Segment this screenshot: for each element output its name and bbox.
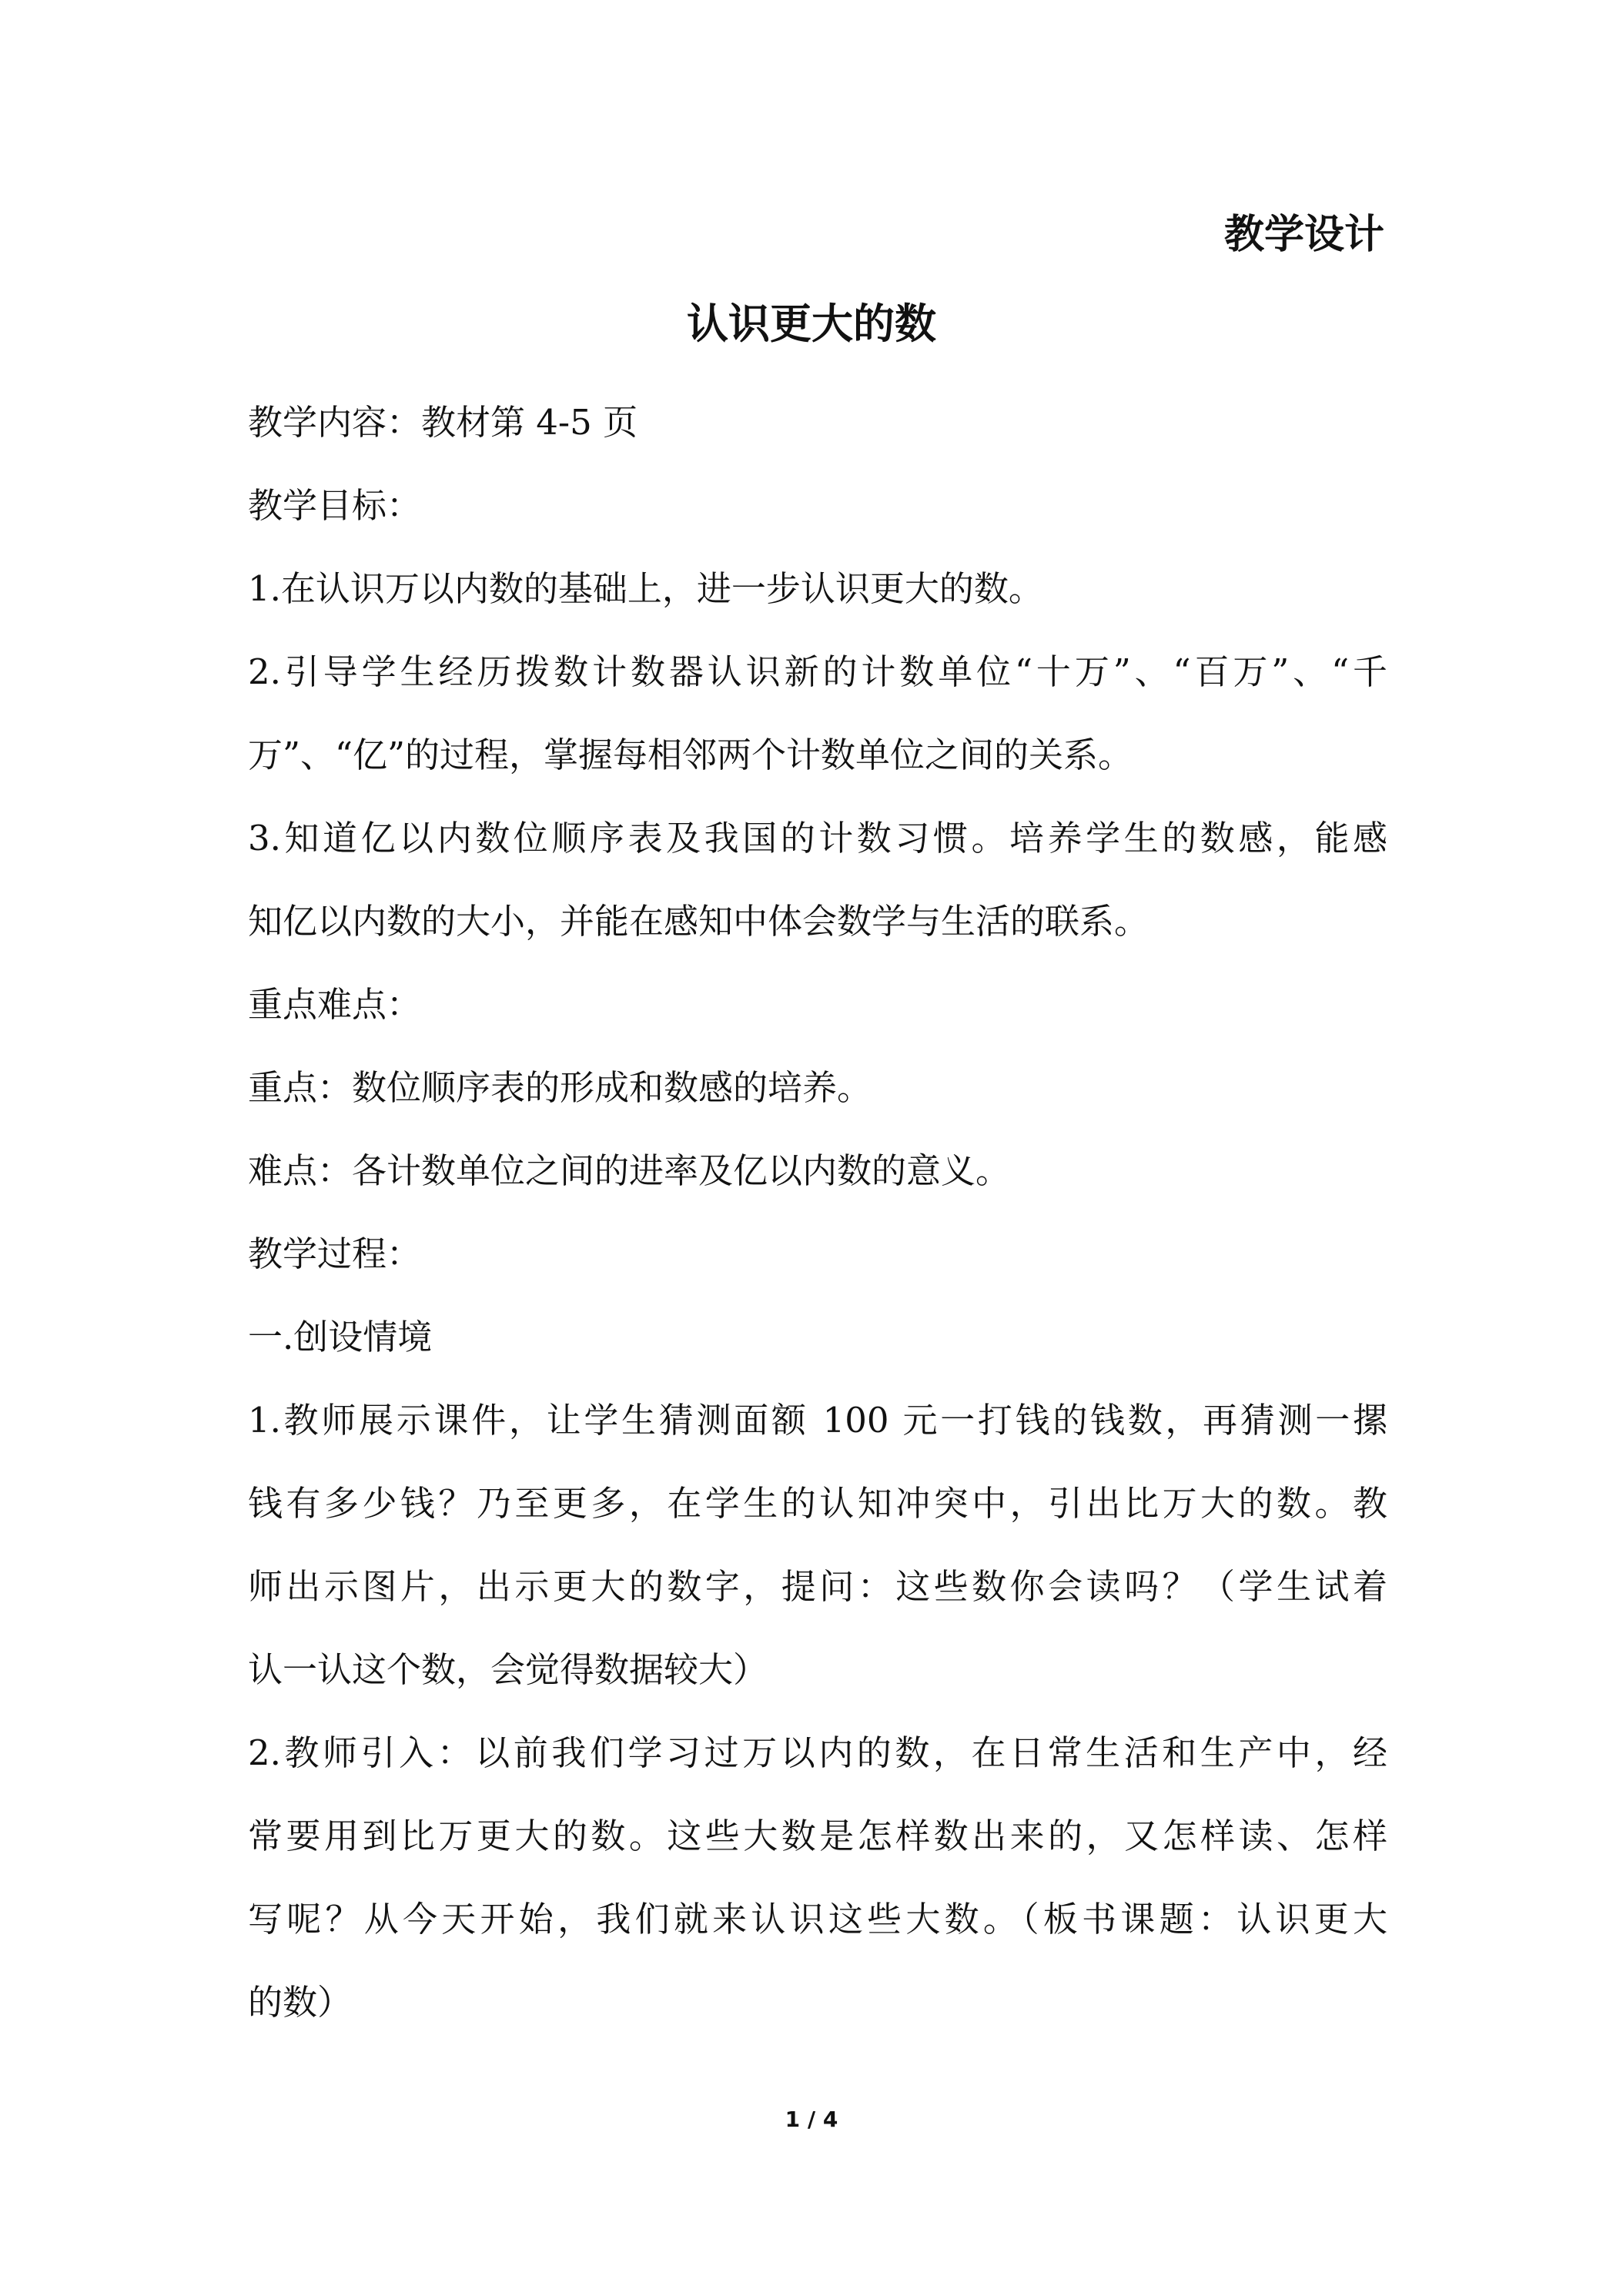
teaching-objectives-heading [248,464,1387,547]
body-line: 2.教师引入：以前我们学习过万以内的数，在日常生活和生产中，经 [248,1732,1387,1773]
body-line: 钱有多少钱？乃至更多，在学生的认知冲突中，引出比万大的数。教 [248,1483,1387,1524]
page-title: 认识更大的数 [687,300,936,348]
objective-2 [248,631,1387,797]
key-difficult-points-heading [248,963,1387,1046]
body-line: 重点：数位顺序表的形成和数感的培养。 [248,1067,872,1108]
body-line: 师出示图片，出示更大的数字，提问：这些数你会读吗？（学生试着 [248,1566,1387,1607]
body-line: 知亿以内数的大小，并能在感知中体会数学与生活的联系。 [248,901,1149,942]
teaching-process-heading [248,1213,1387,1296]
key-point [248,1046,1387,1130]
process-step-1 [248,1379,1387,1712]
body-line: 3.知道亿以内数位顺序表及我国的计数习惯。培养学生的数感，能感 [248,818,1387,858]
objective-3 [248,797,1387,963]
body-line: 的数） [248,1982,353,2023]
teaching-content-line [248,381,1387,464]
body-line: 教学内容：教材第 4-5 页 [248,402,638,443]
section-heading [248,1296,1387,1379]
page-number: 1 / 4 [785,2107,838,2132]
body-line: 1.在认识万以内数的基础上，进一步认识更大的数。 [248,568,1043,609]
document-type-label: 教学设计 [1223,212,1384,258]
body-line: 认一认这个数，会觉得数据较大） [248,1649,768,1690]
difficult-point [248,1130,1387,1213]
body-line: 重点难点： [248,984,422,1025]
body-line: 万”、“亿”的过程，掌握每相邻两个计数单位之间的关系。 [248,735,1133,775]
body-line: 写呢？从今天开始，我们就来认识这些大数。（板书课题：认识更大 [248,1899,1387,1940]
document-body [248,381,1387,2044]
body-line: 2.引导学生经历拨数计数器认识新的计数单位“十万”、“百万”、“千 [248,651,1387,692]
objective-1 [248,547,1387,631]
body-line: 教学目标： [248,485,422,526]
process-step-2 [248,1712,1387,2044]
body-line: 1.教师展示课件，让学生猜测面额 100 元一打钱的钱数，再猜测一摞 [248,1400,1387,1441]
body-line: 难点：各计数单位之间的进率及亿以内数的意义。 [248,1150,1011,1191]
body-line: 常要用到比万更大的数。这些大数是怎样数出来的，又怎样读、怎样 [248,1816,1387,1856]
body-line: 一.创设情境 [248,1317,433,1357]
body-line: 教学过程： [248,1233,422,1274]
